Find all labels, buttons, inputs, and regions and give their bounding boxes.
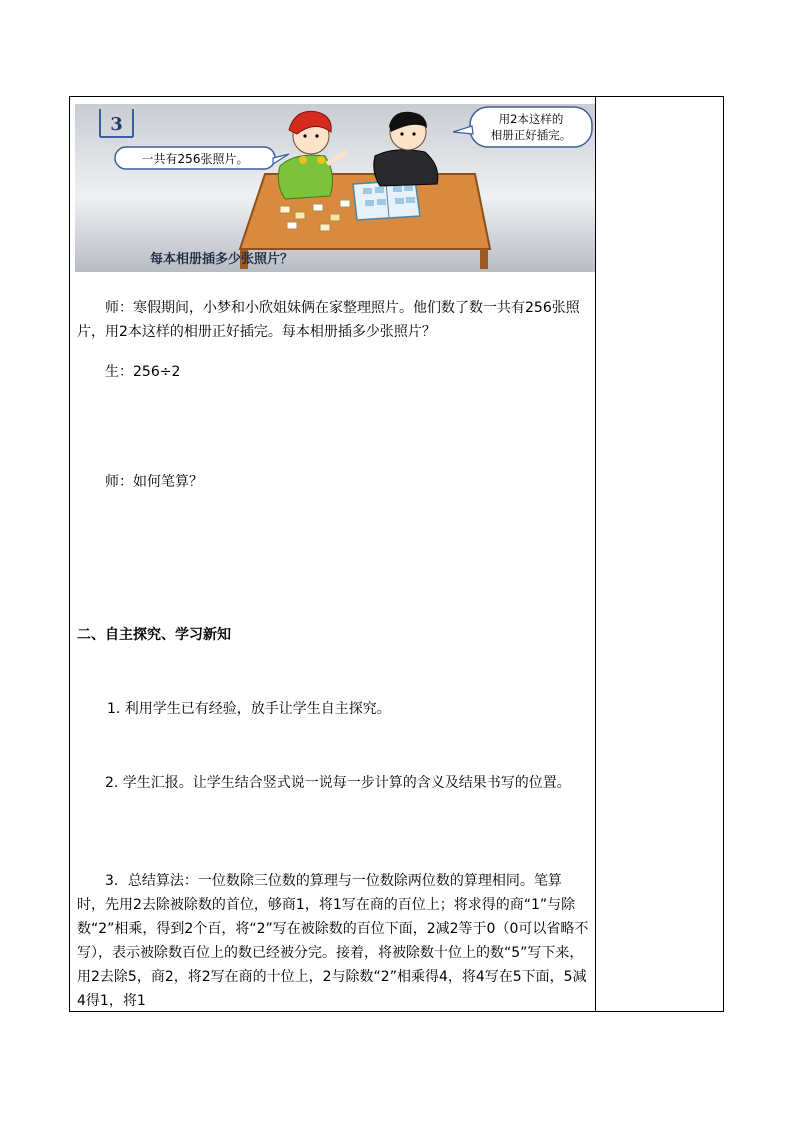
table-column-divider — [595, 96, 596, 1012]
illustration-caption: 每本相册插多少张照片？ — [150, 252, 294, 267]
girl-speech-bubble — [115, 147, 289, 169]
textbook-illustration — [75, 104, 595, 272]
problem-number: 3 — [110, 114, 123, 135]
boy-speech-bubble — [453, 107, 592, 147]
teacher-intro-paragraph: 师：寒假期间，小梦和小欣姐妹俩在家整理照片。他们数了数一共有256张照片，用2本这样的相册正好插完。每本相册插多少张照片？ — [77, 300, 580, 340]
section-heading: 二、自主探究、学习新知 — [77, 627, 231, 643]
boy-speech-line-2: 相册正好插完。 — [490, 128, 572, 142]
student-answer: 生：256÷2 — [105, 364, 181, 380]
teacher-question: 师：如何笔算？ — [105, 474, 203, 490]
list-item-3: 3．总结算法：一位数除三位数的算理与一位数除两位数的算理相同。笔算时，先用2去除被除数的首位，够商1，将1写在商的百位上；将求得的商“1”与除数“2”相乘，得到2个百，将“2”写在被除数的百位下面，2减2等于0（0可以省略不写），表示被除数百位上的数已经被分完。接着，将被除数十位上的数“5”写下来，用2去除5，商2，将2写在商的十位上，2与除数“2”相乘得4，将4写在5下面，5减4得1，将1 — [77, 873, 589, 1009]
boy-speech-line-1: 用2本这样的 — [498, 112, 564, 126]
list-item-2: 2. 学生汇报。让学生结合竖式说一说每一步计算的含义及结果书写的位置。 — [105, 775, 571, 791]
list-item-1: 1. 利用学生已有经验，放手让学生自主探究。 — [107, 701, 391, 717]
girl-speech-text: 一共有256张照片。 — [141, 152, 249, 166]
